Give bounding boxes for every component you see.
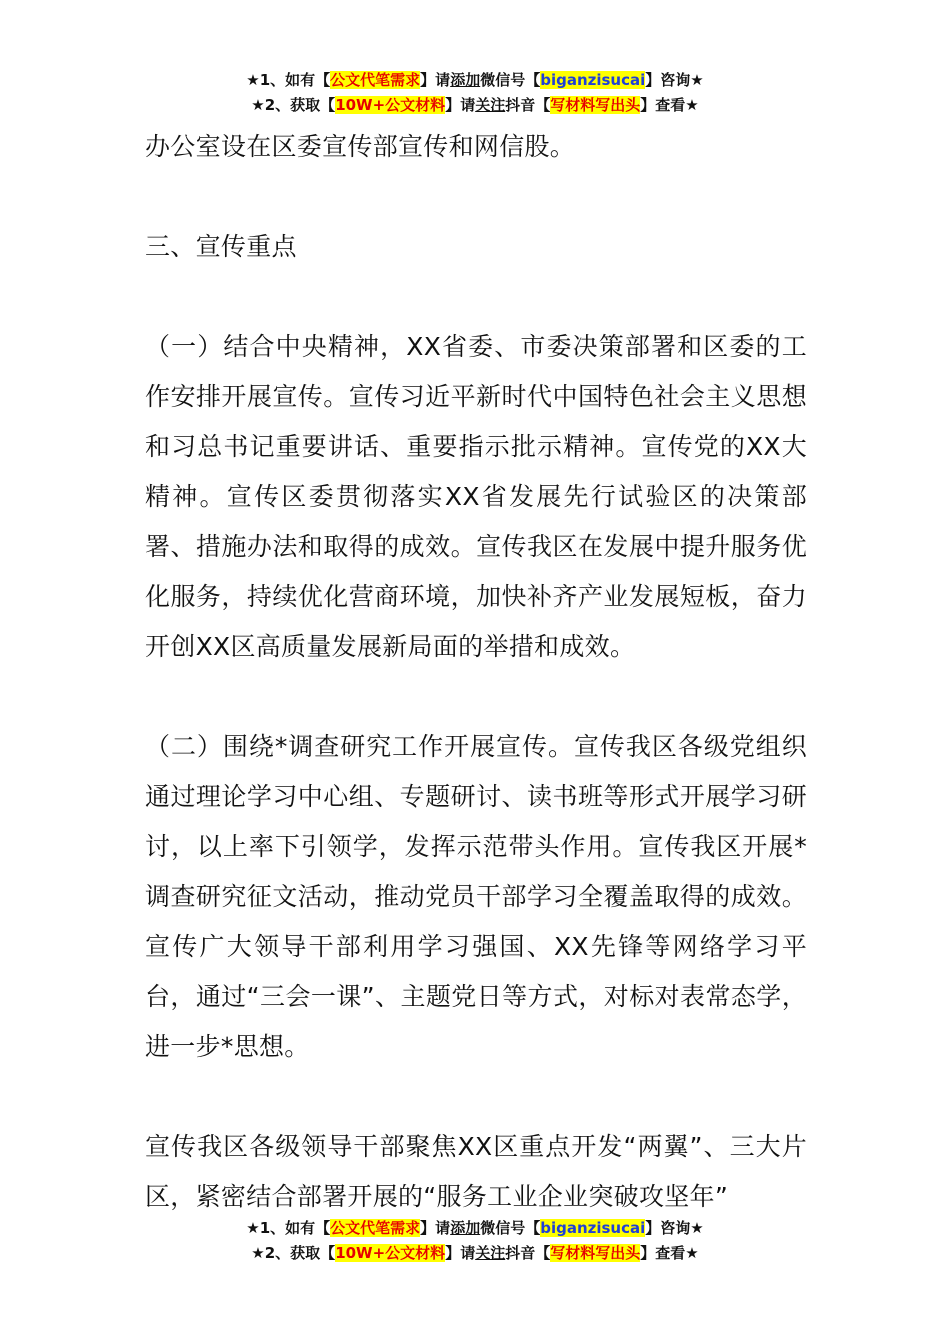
paragraph-2: （二）围绕*调查研究工作开展宣传。宣传我区各级党组织通过理论学习中心组、专题研讨、读书班等形式开展学习研讨，以上率下引领学，发挥示范带头作用。宣传我区开展*调查研究征文活动，推动党员干部学习全覆盖取得的成效。宣传广大领导干部利用学习强国、XX先锋等网络学习平台，通过“三会一课”、主题党日等方式，对标对表常态学，进一步*思想。	[145, 732, 807, 1061]
banner-text: 】咨询★	[645, 71, 704, 89]
banner-text: 抖音【	[505, 1244, 551, 1262]
banner-wechat-id: biganzisucai	[540, 1219, 646, 1237]
banner-underlined: 关注	[475, 96, 506, 114]
promo-banner-top	[0, 68, 950, 118]
banner-text: 微信号【	[480, 1219, 541, 1237]
banner-line-1	[0, 68, 950, 93]
paragraph-1: （一）结合中央精神，XX省委、市委决策部署和区委的工作安排开展宣传。宣传习近平新时代中国特色社会主义思想和习总书记重要讲话、重要指示批示精神。宣传党的XX大精神。宣传区委贯彻落实XX省发展先行试验区的决策部署、措施办法和取得的成效。宣传我区在发展中提升服务优化服务，持续优化营商环境，加快补齐产业发展短板，奋力开创XX区高质量发展新局面的举措和成效。	[145, 332, 807, 661]
document-body	[145, 122, 807, 1222]
promo-banner-bottom	[0, 1216, 950, 1266]
banner-highlight: 10W+公文材料	[335, 1244, 446, 1262]
banner-highlight: 公文代笔需求	[330, 1219, 421, 1237]
banner-line-1	[0, 1216, 950, 1241]
banner-text: ★1、如有【	[246, 71, 331, 89]
paragraph-3: 宣传我区各级领导干部聚焦XX区重点开发“两翼”、三大片区，紧密结合部署开展的“服务工业企业突破攻坚年”	[145, 1132, 807, 1211]
banner-text: 】请	[420, 1219, 451, 1237]
banner-text: 】咨询★	[645, 1219, 704, 1237]
banner-text: 】查看★	[640, 96, 699, 114]
section-heading: 三、宣传重点	[145, 232, 297, 261]
banner-highlight: 公文代笔需求	[330, 71, 421, 89]
banner-text: ★1、如有【	[246, 1219, 331, 1237]
banner-highlight: 写材料写出头	[550, 96, 641, 114]
banner-text: ★2、获取【	[251, 1244, 336, 1262]
banner-line-2	[0, 1241, 950, 1266]
paragraph-intro: 办公室设在区委宣传部宣传和网信股。	[145, 132, 576, 161]
banner-line-2	[0, 93, 950, 118]
banner-underlined: 添加	[450, 1219, 481, 1237]
banner-underlined: 关注	[475, 1244, 506, 1262]
banner-text: 】请	[445, 96, 476, 114]
banner-text: 微信号【	[480, 71, 541, 89]
banner-highlight: 10W+公文材料	[335, 96, 446, 114]
banner-text: 抖音【	[505, 96, 551, 114]
banner-underlined: 添加	[450, 71, 481, 89]
banner-text: 】请	[445, 1244, 476, 1262]
banner-text: ★2、获取【	[251, 96, 336, 114]
banner-text: 】查看★	[640, 1244, 699, 1262]
banner-text: 】请	[420, 71, 451, 89]
banner-wechat-id: biganzisucai	[540, 71, 646, 89]
banner-highlight: 写材料写出头	[550, 1244, 641, 1262]
